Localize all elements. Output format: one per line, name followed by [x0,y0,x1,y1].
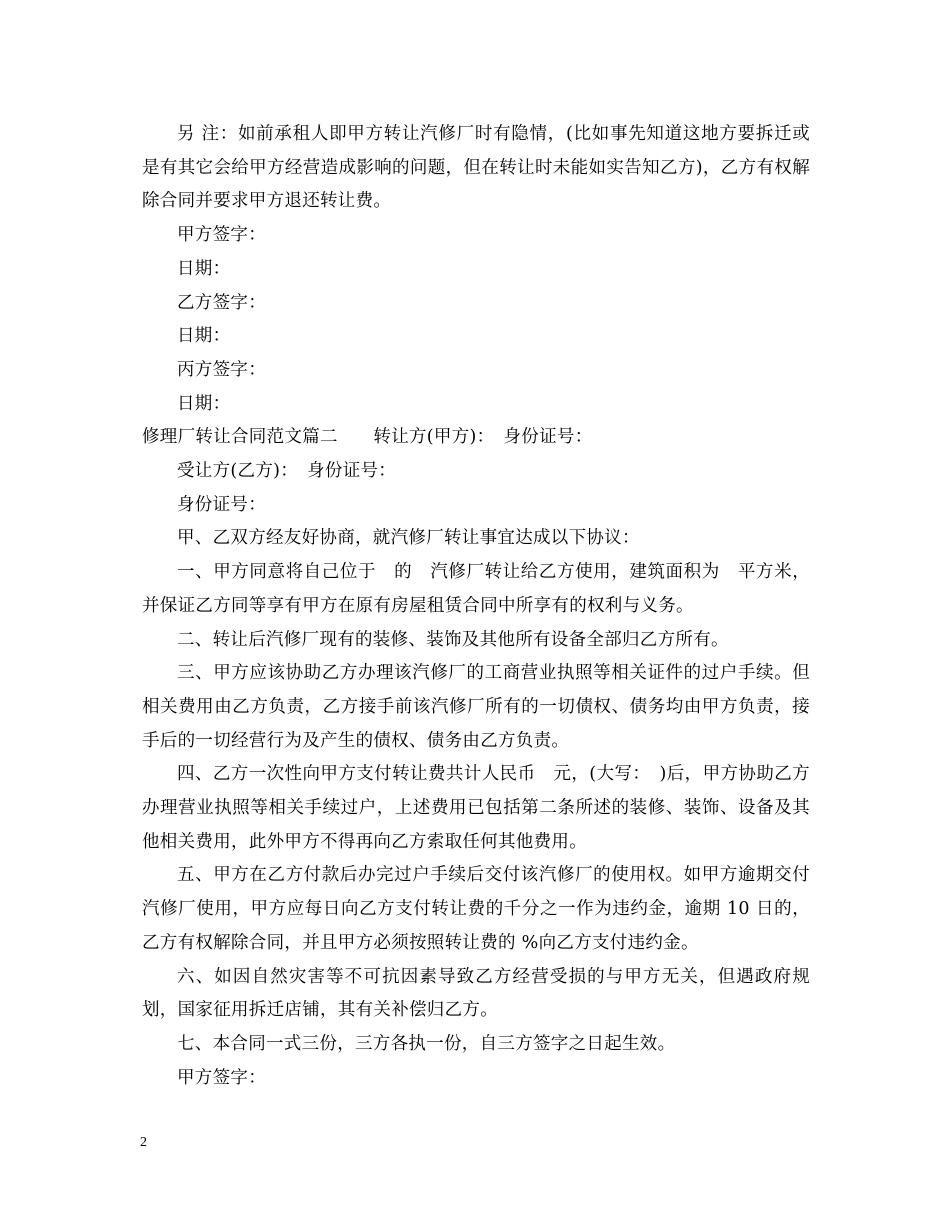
id-number-line: 身份证号： [177,494,266,515]
clause-7-paragraph: 七、本合同一式三份，三方各执一份，自三方签字之日起生效。 [177,1033,676,1054]
party-b-date-line: 日期： [177,326,231,347]
clause-1-paragraph: 一、甲方同意将自己位于 的 汽修厂转让给乙方使用，建筑面积为 平方米，并保证乙方同等享有甲方在原有房屋租赁合同中所享有的权利与义务。 [142,562,810,616]
final-party-a-signature-line: 甲方签字： [177,1067,266,1088]
party-a-date-line: 日期： [177,258,231,279]
page-number: 2 [140,1135,147,1150]
party-a-signature-line: 甲方签字： [177,225,266,246]
transferee-line: 受让方(乙方)： 身份证号： [177,461,397,482]
note-paragraph: 另 注：如前承租人即甲方转让汽修厂时有隐情，(比如事先知道这地方要拆迁或是有其它会给甲方经营造成影响的问题，但在转让时未能如实告知乙方)，乙方有权解除合同并要求甲方退还转让费。 [142,124,810,212]
party-c-date-line: 日期： [177,393,231,414]
clause-4-paragraph: 四、乙方一次性向甲方支付转让费共计人民币 元，(大写： )后，甲方协助乙方办理营业执照等相关手续过户，上述费用已包括第二条所述的装修、装饰、设备及其他相关费用，此外甲方不得再向乙方索取任何其他费用。 [142,764,810,852]
clause-2-paragraph: 二、转让后汽修厂现有的装修、装饰及其他所有设备全部归乙方所有。 [177,629,729,650]
agreement-intro-paragraph: 甲、乙双方经友好协商，就汽修厂转让事宜达成以下协议： [177,528,640,549]
party-c-signature-line: 丙方签字： [177,359,266,380]
contract-two-heading-line: 修理厂转让合同范文篇二 转让方(甲方)： 身份证号： [142,427,593,448]
clause-3-paragraph: 三、甲方应该协助乙方办理该汽修厂的工商营业执照等相关证件的过户手续。但相关费用由乙方负责，乙方接手前该汽修厂所有的一切债权、债务均由甲方负责，接手后的一切经营行为及产生的债权、债务由乙方负责。 [142,663,810,751]
party-b-signature-line: 乙方签字： [177,292,266,313]
clause-6-paragraph: 六、如因自然灾害等不可抗因素导致乙方经营受损的与甲方无关，但遇政府规划，国家征用拆迁店铺，其有关补偿归乙方。 [142,966,810,1021]
clause-5-paragraph: 五、甲方在乙方付款后办完过户手续后交付该汽修厂的使用权。如甲方逾期交付汽修厂使用，甲方应每日向乙方支付转让费的千分之一作为违约金，逾期 10 日的，乙方有权解除合同，并且甲方必须按照转让费的 %向乙方支付违约金。 [142,865,810,953]
document-body [142,118,810,1095]
